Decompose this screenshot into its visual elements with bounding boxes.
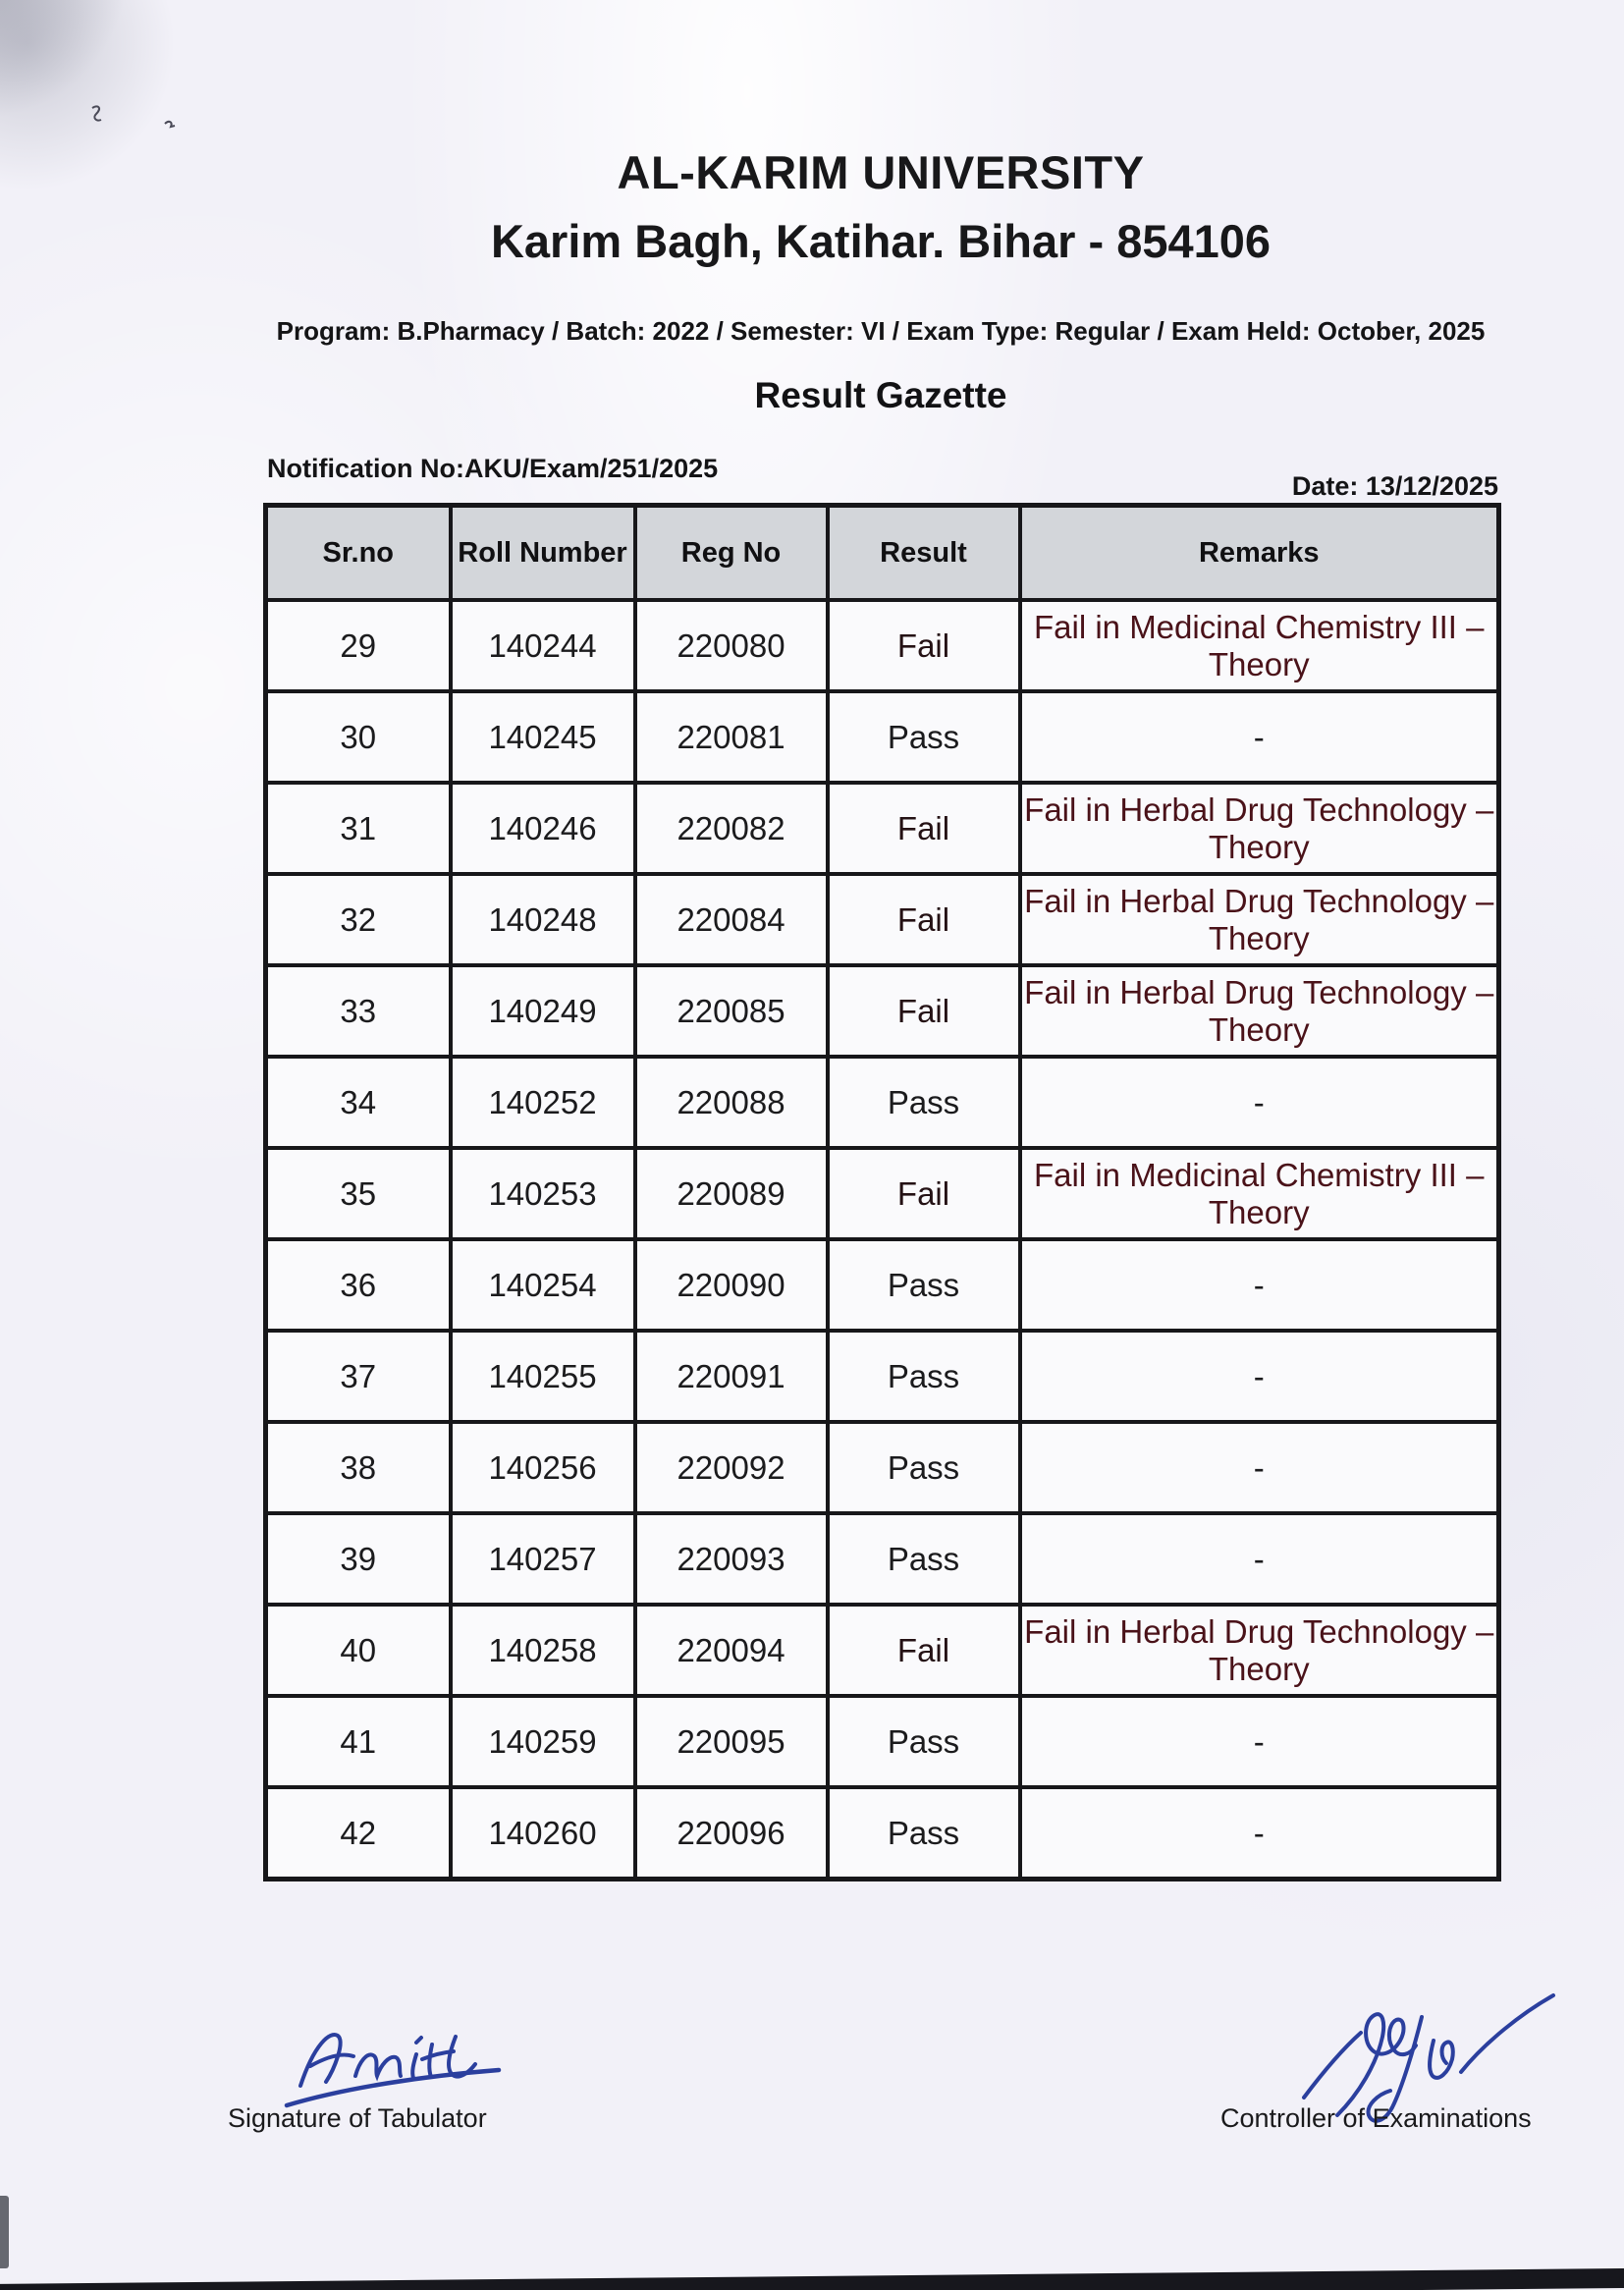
remark-cell: Fail in Herbal Drug Technology – Theory <box>1020 965 1499 1057</box>
remark-cell: - <box>1020 1696 1499 1787</box>
reg-no-cell: 220094 <box>635 1605 828 1696</box>
result-table <box>263 503 1501 1881</box>
table-row <box>266 1148 1499 1239</box>
remark-cell: Fail in Herbal Drug Technology – Theory <box>1020 874 1499 965</box>
scan-bottom-edge <box>0 2268 1624 2290</box>
srno-cell: 35 <box>266 1148 451 1239</box>
result-cell: Fail <box>828 874 1020 965</box>
remark-cell: Fail in Medicinal Chemistry III – Theory <box>1020 1148 1499 1239</box>
university-name: AL-KARIM UNIVERSITY <box>617 146 1145 198</box>
reg-no-cell: 220081 <box>635 691 828 783</box>
remark-cell: - <box>1020 1422 1499 1513</box>
srno-cell: 29 <box>266 600 451 691</box>
program-info-line: Program: B.Pharmacy / Batch: 2022 / Semester: VI / Exam Type: Regular / Exam Held: October, 2025 <box>276 316 1486 346</box>
result-date: Date: 13/12/2025 <box>1291 471 1498 501</box>
srno-cell: 38 <box>266 1422 451 1513</box>
remark-cell: Fail in Medicinal Chemistry III – Theory <box>1020 600 1499 691</box>
roll-number-cell: 140246 <box>451 783 635 874</box>
table-row <box>266 1605 1499 1696</box>
tabulator-signature-label: Signature of Tabulator <box>228 2103 487 2133</box>
document-title: Result Gazette <box>754 375 1007 415</box>
srno-cell: 30 <box>266 691 451 783</box>
roll-number-cell: 140252 <box>451 1057 635 1148</box>
result-cell: Pass <box>828 1787 1020 1880</box>
result-cell: Pass <box>828 1513 1020 1605</box>
reg-no-cell: 220085 <box>635 965 828 1057</box>
roll-number-cell: 140257 <box>451 1513 635 1605</box>
reg-no-cell: 220096 <box>635 1787 828 1880</box>
reg-no-cell: 220093 <box>635 1513 828 1605</box>
srno-cell: 36 <box>266 1239 451 1331</box>
remark-cell: - <box>1020 1239 1499 1331</box>
reg-no-cell: 220092 <box>635 1422 828 1513</box>
table-row <box>266 1696 1499 1787</box>
remark-cell: - <box>1020 691 1499 783</box>
srno-cell: 40 <box>266 1605 451 1696</box>
table-row <box>266 965 1499 1057</box>
header-srno: Sr.no <box>266 506 451 601</box>
table-row <box>266 1239 1499 1331</box>
roll-number-cell: 140256 <box>451 1422 635 1513</box>
srno-cell: 37 <box>266 1331 451 1422</box>
table-row <box>266 1331 1499 1422</box>
result-table-body <box>266 600 1499 1880</box>
reg-no-cell: 220095 <box>635 1696 828 1787</box>
roll-number-cell: 140254 <box>451 1239 635 1331</box>
roll-number-cell: 140255 <box>451 1331 635 1422</box>
result-cell: Fail <box>828 783 1020 874</box>
table-row <box>266 691 1499 783</box>
reg-no-cell: 220082 <box>635 783 828 874</box>
reg-no-cell: 220088 <box>635 1057 828 1148</box>
reg-no-cell: 220090 <box>635 1239 828 1331</box>
srno-cell: 33 <box>266 965 451 1057</box>
remark-cell: Fail in Herbal Drug Technology – Theory <box>1020 783 1499 874</box>
roll-number-cell: 140253 <box>451 1148 635 1239</box>
table-row <box>266 1513 1499 1605</box>
reg-no-cell: 220091 <box>635 1331 828 1422</box>
result-cell: Pass <box>828 1239 1020 1331</box>
pen-mark-artifact <box>86 102 185 137</box>
controller-signature-label: Controller of Examinations <box>1220 2103 1532 2133</box>
result-cell: Fail <box>828 1605 1020 1696</box>
table-row <box>266 783 1499 874</box>
srno-cell: 34 <box>266 1057 451 1148</box>
table-row <box>266 1422 1499 1513</box>
roll-number-cell: 140259 <box>451 1696 635 1787</box>
scan-corner-shadow <box>0 0 147 118</box>
remark-cell: - <box>1020 1331 1499 1422</box>
result-cell: Fail <box>828 965 1020 1057</box>
roll-number-cell: 140249 <box>451 965 635 1057</box>
result-table-header <box>266 506 1499 601</box>
remark-cell: - <box>1020 1787 1499 1880</box>
roll-number-cell: 140244 <box>451 600 635 691</box>
table-row <box>266 874 1499 965</box>
srno-cell: 42 <box>266 1787 451 1880</box>
result-cell: Pass <box>828 1696 1020 1787</box>
srno-cell: 39 <box>266 1513 451 1605</box>
result-cell: Fail <box>828 600 1020 691</box>
header-result: Result <box>828 506 1020 601</box>
header-reg-no: Reg No <box>635 506 828 601</box>
result-cell: Pass <box>828 1057 1020 1148</box>
roll-number-cell: 140260 <box>451 1787 635 1880</box>
roll-number-cell: 140248 <box>451 874 635 965</box>
notification-number: Notification No:AKU/Exam/251/2025 <box>267 454 719 483</box>
table-row <box>266 600 1499 691</box>
remark-cell: Fail in Herbal Drug Technology – Theory <box>1020 1605 1499 1696</box>
header-row <box>266 506 1499 601</box>
remark-cell: - <box>1020 1057 1499 1148</box>
reg-no-cell: 220089 <box>635 1148 828 1239</box>
table-row <box>266 1057 1499 1148</box>
result-cell: Pass <box>828 691 1020 783</box>
remark-cell: - <box>1020 1513 1499 1605</box>
srno-cell: 31 <box>266 783 451 874</box>
reg-no-cell: 220084 <box>635 874 828 965</box>
result-cell: Pass <box>828 1331 1020 1422</box>
result-cell: Fail <box>828 1148 1020 1239</box>
reg-no-cell: 220080 <box>635 600 828 691</box>
srno-cell: 41 <box>266 1696 451 1787</box>
result-cell: Pass <box>828 1422 1020 1513</box>
university-address: Karim Bagh, Katihar. Bihar - 854106 <box>490 215 1272 267</box>
scan-edge-artifact <box>0 2196 9 2268</box>
srno-cell: 32 <box>266 874 451 965</box>
roll-number-cell: 140258 <box>451 1605 635 1696</box>
header-remarks: Remarks <box>1020 506 1499 601</box>
roll-number-cell: 140245 <box>451 691 635 783</box>
table-row <box>266 1787 1499 1880</box>
header-roll-number: Roll Number <box>451 506 635 601</box>
